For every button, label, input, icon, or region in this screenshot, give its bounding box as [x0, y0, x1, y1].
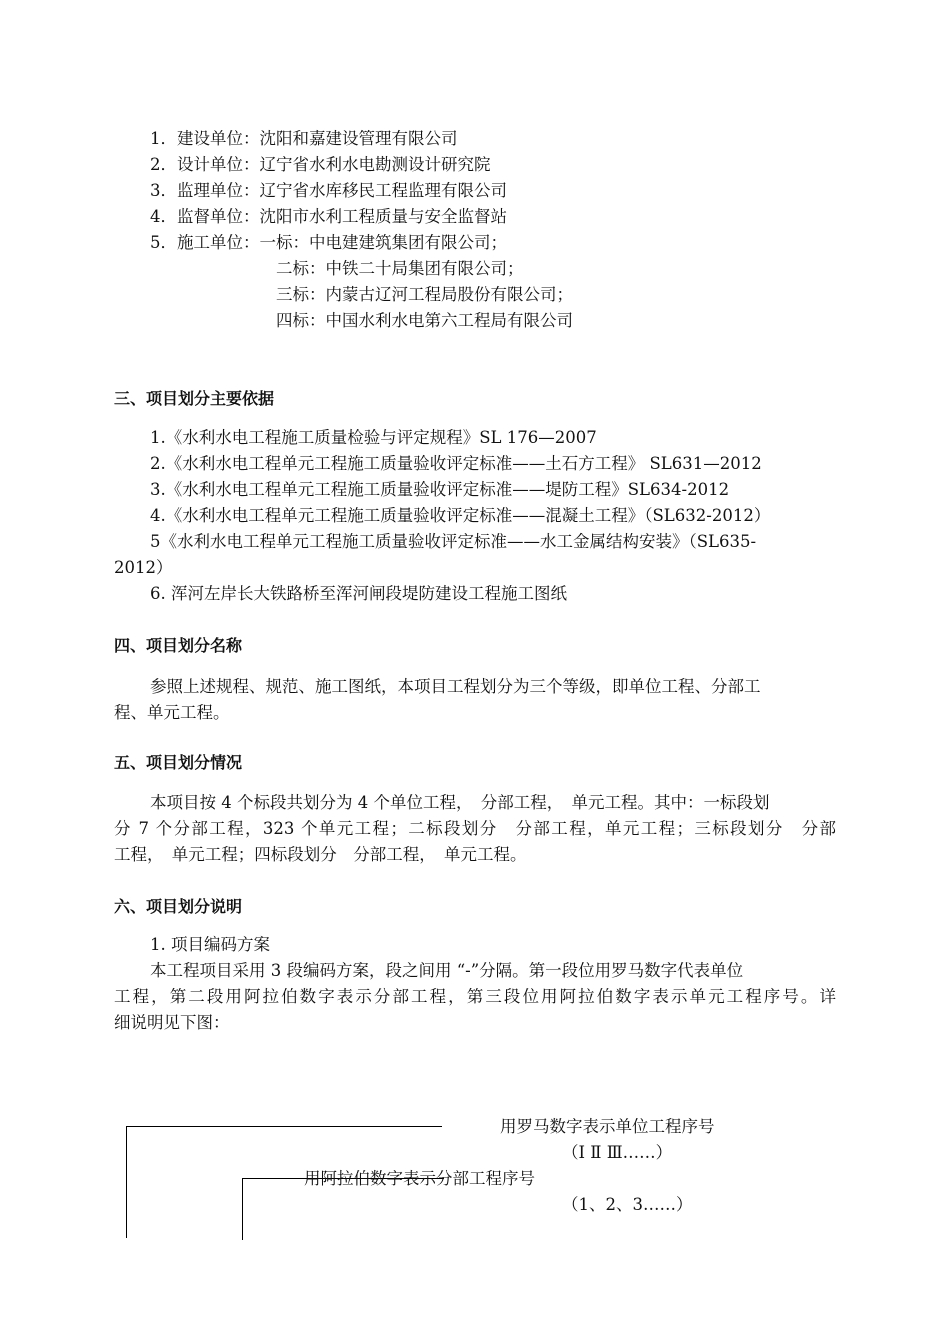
basis-item-1: 1.《水利水电工程施工质量检验与评定规程》SL 176—2007: [150, 428, 597, 447]
section-6-para-line-1: 本工程项目采用 3 段编码方案，段之间用 “-”分隔。第一段位用罗马数字代表单位: [150, 961, 744, 980]
section-6-para-line-3: 细说明见下图：: [114, 1013, 230, 1032]
section-6-para-line-2: 工程，第二段用阿拉伯数字表示分部工程，第三段位用阿拉伯数字表示单元工程序号。详: [114, 987, 836, 1006]
section-3-heading: 三、项目划分主要依据: [114, 389, 275, 408]
section-5-para-line-2: 分 7 个分部工程，323 个单元工程；二标段划分 分部工程，单元工程；三标段划分 分部: [114, 819, 836, 838]
section-4-heading: 四、项目划分名称: [114, 636, 243, 655]
basis-item-5: 5《水利水电工程单元工程施工质量验收评定标准——水工金属结构安装》（SL635-: [150, 532, 757, 551]
basis-item-5-cont: 2012）: [114, 558, 173, 577]
section-4-para-line-2: 程、单元工程。: [114, 703, 230, 722]
diagram-left-line: [126, 1126, 127, 1238]
diagram-label-part-sub: （1、2、3……）: [562, 1195, 693, 1214]
contractor-line-3: 三标：内蒙古辽河工程局股份有限公司；: [276, 285, 573, 304]
diagram-top-line: [126, 1126, 442, 1127]
section-4-para-line-1: 参照上述规程、规范、施工图纸，本项目工程划分为三个等级，即单位工程、分部工: [150, 677, 761, 696]
diagram-label-part: 用阿拉伯数字表示分部工程序号: [304, 1169, 535, 1188]
unit-line-5: 5．施工单位：一标：中电建建筑集团有限公司；: [150, 233, 507, 252]
unit-line-2: 2．设计单位：辽宁省水利水电勘测设计研究院: [150, 155, 491, 174]
unit-line-3: 3．监理单位：辽宁省水库移民工程监理有限公司: [150, 181, 507, 200]
contractor-line-4: 四标：中国水利水电第六工程局有限公司: [276, 311, 573, 330]
section-5-para-line-3: 工程， 单元工程；四标段划分 分部工程， 单元工程。: [114, 845, 527, 864]
diagram-inner-line: [242, 1178, 243, 1240]
unit-line-4: 4．监督单位：沈阳市水利工程质量与安全监督站: [150, 207, 507, 226]
diagram-label-unit-sub: （Ⅰ Ⅱ Ⅲ……）: [562, 1143, 673, 1162]
section-6-subheading: 1. 项目编码方案: [150, 935, 270, 954]
basis-item-4: 4.《水利水电工程单元工程施工质量验收评定标准——混凝土工程》（SL632-2012）: [150, 506, 771, 525]
diagram-label-unit: 用罗马数字表示单位工程序号: [500, 1117, 715, 1136]
basis-item-6: 6. 浑河左岸长大铁路桥至浑河闸段堤防建设工程施工图纸: [150, 584, 567, 603]
basis-item-3: 3.《水利水电工程单元工程施工质量验收评定标准——堤防工程》SL634-2012: [150, 480, 730, 499]
section-5-para-line-1: 本项目按 4 个标段共划分为 4 个单位工程， 分部工程， 单元工程。其中：一标段划: [150, 793, 770, 812]
section-6-heading: 六、项目划分说明: [114, 897, 243, 916]
section-5-heading: 五、项目划分情况: [114, 753, 243, 772]
contractor-line-2: 二标：中铁二十局集团有限公司；: [276, 259, 524, 278]
basis-item-2: 2.《水利水电工程单元工程施工质量验收评定标准——土石方工程》 SL631—2012: [150, 454, 762, 473]
unit-line-1: 1．建设单位：沈阳和嘉建设管理有限公司: [150, 129, 458, 148]
